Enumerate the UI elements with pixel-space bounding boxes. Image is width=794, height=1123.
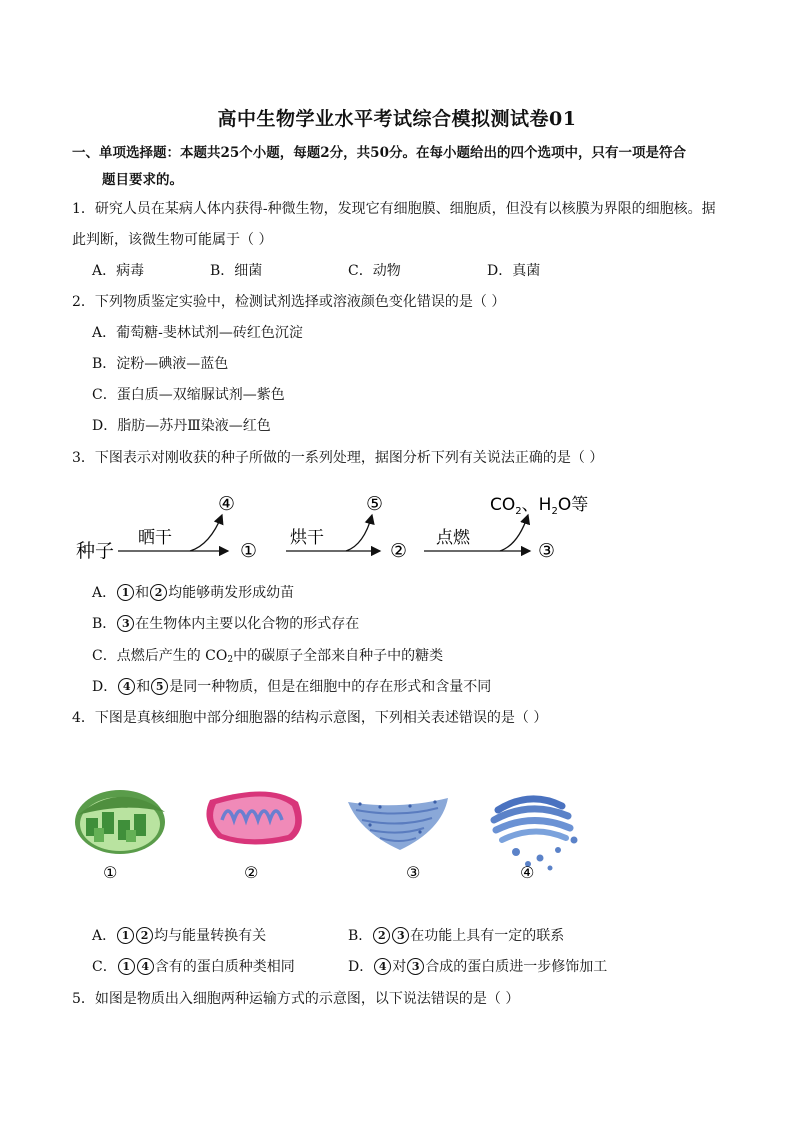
diagram-step3-label: 点燃 <box>436 528 470 548</box>
q1-stem-line2: 此判断，该微生物可能属于（ ） <box>72 232 273 248</box>
organelle-label-4: ④ <box>520 863 535 882</box>
circled-number: 1 <box>118 958 135 975</box>
q4-option-b[interactable]: B． 2 3 在功能上具有一定的联系 <box>348 928 565 944</box>
circled-number: 2 <box>150 584 167 601</box>
mitochondrion-image <box>206 791 301 844</box>
q1-option-a[interactable]: A．病毒 <box>92 263 145 279</box>
q4-organelle-figure <box>70 780 590 894</box>
section-header-line1: 一、单项选择题：本题共25个小题，每题2分，共50分。在每小题给出的四个选项中，只有一项是符合 <box>72 145 686 161</box>
circled-number: 3 <box>407 958 424 975</box>
q3-diagram-svg <box>72 485 602 570</box>
q4-option-d[interactable]: D． 4 对 3 合成的蛋白质进一步修饰加工 <box>348 959 608 975</box>
section-header-line2: 题目要求的。 <box>102 172 183 188</box>
q2-option-c[interactable]: C．蛋白质—双缩脲试剂—紫色 <box>92 387 285 403</box>
q3-option-c[interactable]: C．点燃后产生的 $CO_2$中的碳原子全部来自种子中的糖类 <box>92 648 444 665</box>
diagram-seed-label: 种子 <box>76 540 115 562</box>
organelle-label-3: ③ <box>406 863 421 882</box>
q1-option-b[interactable]: B．细菌 <box>210 263 263 279</box>
arrow-2-branch <box>346 515 372 551</box>
diagram-node-1: ① <box>240 540 258 562</box>
q2-option-d[interactable]: D．脂肪—苏丹Ⅲ染液—红色 <box>92 418 271 434</box>
q1-option-d[interactable]: D．真菌 <box>487 263 541 279</box>
q2-stem: 2．下列物质鉴定实验中，检测试剂选择或溶液颜色变化错误的是（ ） <box>72 294 506 310</box>
circled-number: 4 <box>374 958 391 975</box>
diagram-node-3: ③ <box>538 540 556 562</box>
diagram-step1-label: 晒干 <box>138 528 172 548</box>
circled-number: 3 <box>392 927 409 944</box>
organelle-label-2: ② <box>244 863 259 882</box>
arrow-1-branch <box>190 515 222 551</box>
q3-stem: 3．下图表示对刚收获的种子所做的一系列处理，据图分析下列有关说法正确的是（ ） <box>72 450 604 466</box>
q4-stem: 4．下图是真核细胞中部分细胞器的结构示意图，下列相关表述错误的是（ ） <box>72 710 548 726</box>
circled-number: 5 <box>151 678 168 695</box>
circled-number: 4 <box>118 678 135 695</box>
q4-organelle-svg <box>70 780 590 890</box>
q2-option-a[interactable]: A．葡萄糖-斐林试剂—砖红色沉淀 <box>92 325 303 341</box>
q5-stem: 5．如图是物质出入细胞两种运输方式的示意图，以下说法错误的是（ ） <box>72 991 520 1007</box>
diagram-node-2: ② <box>390 540 408 562</box>
chloroplast-image <box>75 790 165 854</box>
q1-option-c[interactable]: C．动物 <box>348 263 401 279</box>
diagram-node-5: ⑤ <box>366 493 384 515</box>
circled-number: 3 <box>117 615 134 632</box>
golgi-apparatus-image <box>494 799 578 871</box>
circled-number: 2 <box>136 927 153 944</box>
endoplasmic-reticulum-image <box>348 798 448 850</box>
page-title: 高中生物学业水平考试综合模拟测试卷01 <box>217 108 577 130</box>
q3-option-d[interactable]: D． 4 和 5 是同一种物质，但是在细胞中的存在形式和含量不同 <box>92 679 492 695</box>
q1-stem-line1: 1．研究人员在某病人体内获得-种微生物，发现它有细胞膜、细胞质，但没有以核膜为界限的细胞核。据 <box>72 201 716 217</box>
q2-option-b[interactable]: B．淀粉—碘液—蓝色 <box>92 356 229 372</box>
q3-option-b[interactable]: B． 3 在生物体内主要以化合物的形式存在 <box>92 616 360 632</box>
circled-number: 2 <box>373 927 390 944</box>
q3-seed-diagram <box>72 485 602 574</box>
circled-number: 1 <box>117 927 134 944</box>
q4-option-c[interactable]: C． 1 4 含有的蛋白质种类相同 <box>92 959 295 975</box>
circled-number: 1 <box>117 584 134 601</box>
q4-option-a[interactable]: A． 1 2 均与能量转换有关 <box>92 928 267 944</box>
arrow-3-branch <box>500 515 528 551</box>
q3-option-a[interactable]: A． 1 和 2 均能够萌发形成幼苗 <box>92 585 295 601</box>
diagram-node-4: ④ <box>218 493 236 515</box>
diagram-products-label: $CO_2$、$H_2O$等 <box>490 495 589 517</box>
organelle-label-1: ① <box>103 863 118 882</box>
diagram-step2-label: 烘干 <box>290 528 324 548</box>
circled-number: 4 <box>137 958 154 975</box>
